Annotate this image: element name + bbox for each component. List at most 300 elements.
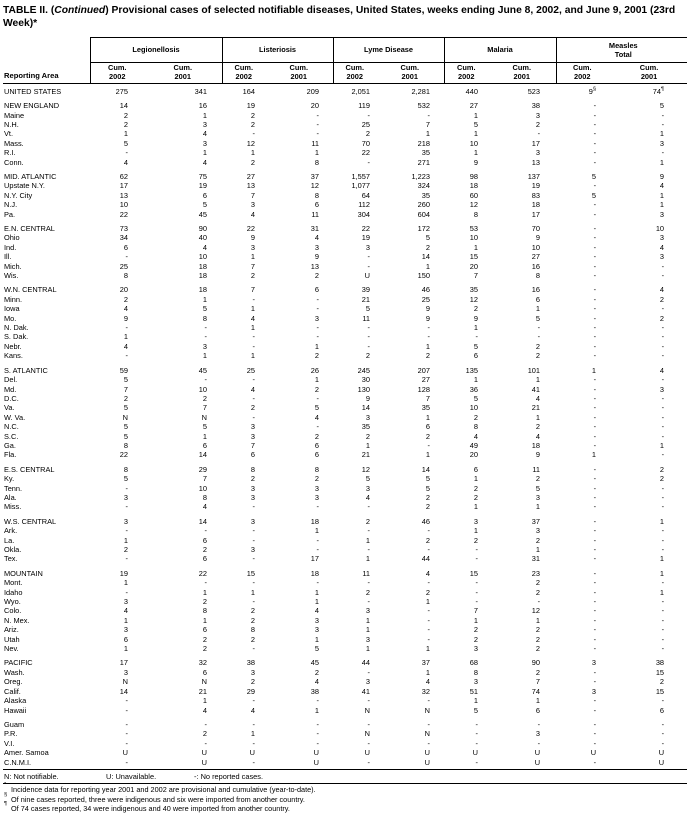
value-cell: - <box>593 431 597 441</box>
value-cell: - <box>125 705 128 715</box>
area-cell: Md. <box>4 384 17 394</box>
value-cell: 1 <box>123 332 128 342</box>
area-cell: S.C. <box>4 431 19 441</box>
value-cell: 4 <box>202 502 208 512</box>
value-cell: - <box>125 252 128 262</box>
area-cell: N. Dak. <box>4 323 29 333</box>
year-label: 2001 <box>290 71 307 81</box>
area-cell: S. Dak. <box>4 332 29 342</box>
value-cell: - <box>593 285 597 295</box>
value-cell: 12 <box>469 294 479 304</box>
value-cell: N <box>122 677 128 687</box>
value-cell: 5 <box>659 101 665 111</box>
value-cell: - <box>593 209 597 219</box>
value-cell: 9 <box>365 393 371 403</box>
value-cell: - <box>427 634 431 644</box>
value-cell: - <box>593 554 597 564</box>
area-cell: Kans. <box>4 351 23 361</box>
value-cell: 341 <box>194 86 208 96</box>
value-cell: 128 <box>417 384 431 394</box>
value-cell: 1 <box>659 129 665 139</box>
value-cell: 4 <box>659 285 665 295</box>
value-cell: 5 <box>473 119 479 129</box>
value-cell: - <box>125 696 128 706</box>
value-cell: - <box>661 606 665 616</box>
table-row <box>3 332 687 341</box>
value-cell: - <box>661 615 665 625</box>
value-cell: 245 <box>357 365 371 375</box>
value-cell: 15 <box>469 568 479 578</box>
value-cell: 12 <box>310 181 320 191</box>
value-cell: - <box>661 341 665 351</box>
table-row <box>3 739 687 748</box>
value-cell: 4 <box>365 492 371 502</box>
value-cell: - <box>593 634 597 644</box>
value-cell: 3 <box>535 110 541 120</box>
table-title <box>3 5 679 31</box>
value-cell: 4 <box>314 233 320 243</box>
value-cell: - <box>593 323 597 333</box>
value-cell: 7 <box>250 440 256 450</box>
value-cell: 8 <box>123 440 128 450</box>
area-cell: UNITED STATES <box>4 86 62 96</box>
value-cell: - <box>661 323 665 333</box>
table-row <box>3 351 687 360</box>
value-cell: 5 <box>314 644 320 654</box>
value-cell: - <box>222 758 277 770</box>
value-cell: 27 <box>246 171 256 181</box>
value-cell: 3 <box>365 677 371 687</box>
value-cell: 22 <box>246 224 256 233</box>
value-cell: 5 <box>473 705 479 715</box>
value-cell: - <box>475 332 479 342</box>
group-header-malaria <box>444 37 556 62</box>
value-cell: 75 <box>198 171 208 181</box>
value-cell: 14 <box>361 403 371 413</box>
value-cell: 4 <box>250 209 256 219</box>
value-cell: 3 <box>123 597 128 607</box>
value-cell: - <box>252 129 256 139</box>
value-cell: 2 <box>123 110 128 120</box>
value-cell: 5 <box>123 422 128 432</box>
value-cell: 3 <box>591 658 597 668</box>
value-footnote-marker: § <box>592 86 597 93</box>
value-cell: 3 <box>250 516 256 526</box>
value-cell: 37 <box>421 658 431 668</box>
table-row <box>3 502 687 511</box>
value-cell: 2 <box>535 634 541 644</box>
value-cell: 304 <box>357 209 371 219</box>
value-cell: 8 <box>473 422 479 432</box>
value-cell: 2 <box>123 545 128 554</box>
value-cell: 1 <box>659 200 665 210</box>
cum-header-2001 <box>388 62 444 83</box>
table-row <box>3 554 687 563</box>
area-cell: Calif. <box>4 686 21 696</box>
value-cell: 21 <box>198 686 208 696</box>
value-cell: 7 <box>250 190 256 200</box>
table-row <box>3 295 687 304</box>
value-cell: - <box>593 705 597 715</box>
year-label: 2002 <box>346 71 363 81</box>
table-row <box>3 243 687 252</box>
value-cell: - <box>661 578 665 588</box>
value-cell: 14 <box>119 686 128 696</box>
value-cell: 2 <box>473 625 479 635</box>
area-cell: Mich. <box>4 261 22 271</box>
value-cell: 1 <box>250 587 256 597</box>
value-cell: 3 <box>123 667 128 677</box>
value-cell: 10 <box>531 242 541 252</box>
value-cell: 218 <box>417 138 431 148</box>
title-continued: Continued <box>54 5 106 16</box>
value-cell: 23 <box>531 568 541 578</box>
value-cell: 1 <box>123 615 128 625</box>
group-label: Listeriosis <box>259 45 296 55</box>
value-cell: - <box>125 719 128 729</box>
area-cell: Mass. <box>4 138 24 148</box>
value-cell: 2 <box>250 677 256 687</box>
value-cell: 70 <box>361 138 371 148</box>
year-label: 2001 <box>174 71 191 81</box>
value-cell: 3 <box>473 644 479 654</box>
value-cell: - <box>367 502 371 512</box>
value-cell: 16 <box>531 261 541 271</box>
area-cell: S. ATLANTIC <box>4 365 48 375</box>
table-row <box>3 120 687 129</box>
value-cell: - <box>661 422 665 432</box>
value-cell: - <box>661 526 665 536</box>
value-cell: 172 <box>417 224 431 233</box>
value-cell: - <box>252 719 256 729</box>
value-cell: 37 <box>310 171 320 181</box>
value-cell: 1 <box>314 634 320 644</box>
value-cell: - <box>475 738 479 748</box>
value-cell: 27 <box>531 252 541 262</box>
value-cell: U <box>628 758 687 770</box>
value-cell: 4 <box>535 431 541 441</box>
table-row <box>3 706 687 715</box>
value-cell: 8 <box>535 271 541 281</box>
area-cell: D.C. <box>4 393 19 403</box>
value-cell: 13 <box>531 157 541 167</box>
value-cell: 9 <box>123 313 128 323</box>
group-label: Malaria <box>487 45 513 55</box>
value-cell: U <box>472 748 479 758</box>
value-cell: - <box>427 110 431 120</box>
area-cell: Iowa <box>4 304 20 314</box>
value-cell: - <box>475 597 479 607</box>
value-cell: 6 <box>202 440 208 450</box>
table-row <box>3 361 687 375</box>
value-cell: 27 <box>421 375 431 385</box>
value-cell: - <box>661 483 665 493</box>
value-cell: 3 <box>473 516 479 526</box>
value-cell: 62 <box>119 171 128 181</box>
legend-unavailable: U: Unavailable. <box>106 771 157 781</box>
value-cell: 5 <box>365 304 371 314</box>
table-row <box>3 403 687 412</box>
value-cell: 3 <box>659 138 665 148</box>
value-cell: 2 <box>250 606 256 616</box>
area-cell: Ark. <box>4 526 18 536</box>
value-cell: 207 <box>417 365 431 375</box>
value-cell: 112 <box>358 200 371 210</box>
value-cell: N <box>201 412 208 422</box>
value-cell: N <box>201 677 208 687</box>
value-cell: 2 <box>425 351 431 361</box>
value-cell: - <box>427 606 431 616</box>
value-cell: 18 <box>310 516 320 526</box>
value-cell: 2 <box>365 516 371 526</box>
area-cell: V.I. <box>4 738 15 748</box>
value-cell: - <box>593 375 597 385</box>
value-cell: - <box>252 412 256 422</box>
value-cell: - <box>593 294 597 304</box>
legend-no-reported-cases: -: No reported cases. <box>194 771 264 781</box>
value-cell: - <box>593 719 597 729</box>
table-row <box>3 493 687 502</box>
value-cell: - <box>316 696 320 706</box>
value-cell: 1 <box>425 644 431 654</box>
table-row <box>3 422 687 431</box>
value-cell: - <box>427 719 431 729</box>
value-cell: 5 <box>425 474 431 484</box>
value-cell: - <box>90 758 156 770</box>
value-cell: 7 <box>425 393 431 403</box>
value-cell: 32 <box>198 658 208 668</box>
value-cell: 1 <box>202 148 208 158</box>
value-cell: 3 <box>365 634 371 644</box>
value-cell: 17 <box>310 554 320 564</box>
value-cell: 12 <box>246 138 256 148</box>
value-cell: - <box>593 464 597 474</box>
value-cell: - <box>427 625 431 635</box>
value-cell: 90 <box>531 658 541 668</box>
value-cell: 1 <box>473 323 479 333</box>
value-cell: 46 <box>421 285 431 295</box>
value-cell: 5 <box>314 403 320 413</box>
value-cell: - <box>316 535 320 545</box>
area-cell: Maine <box>4 110 25 120</box>
value-footnote-marker: ¶ <box>661 86 665 93</box>
value-cell: 1 <box>473 242 479 252</box>
year-label: 2002 <box>109 71 126 81</box>
value-cell: 8 <box>123 271 128 281</box>
value-cell: 3 <box>659 384 665 394</box>
value-cell: - <box>316 729 320 739</box>
value-cell: 2 <box>425 431 431 441</box>
value-cell: 9 <box>535 233 541 243</box>
area-cell: C.N.M.I. <box>3 758 90 770</box>
value-cell: 2 <box>123 119 128 129</box>
value-cell: 1 <box>535 375 541 385</box>
value-cell: 35 <box>469 285 479 295</box>
value-cell: 209 <box>306 86 320 96</box>
value-cell: 41 <box>531 384 541 394</box>
value-cell: - <box>125 148 128 158</box>
area-cell: Okla. <box>4 545 22 554</box>
value-cell: - <box>316 719 320 729</box>
value-cell: 2 <box>535 587 541 597</box>
value-cell: N <box>364 729 371 739</box>
value-cell: 1 <box>425 412 431 422</box>
value-cell: - <box>661 261 665 271</box>
value-cell: - <box>427 440 431 450</box>
value-cell: - <box>125 483 128 493</box>
value-cell: 29 <box>198 464 208 474</box>
cum-label: Cum. <box>108 63 127 73</box>
value-cell: 32 <box>421 686 431 696</box>
value-cell: 3 <box>535 492 541 502</box>
value-cell: - <box>661 696 665 706</box>
table-row <box>3 545 687 554</box>
table-row <box>3 83 687 96</box>
table-row <box>3 200 687 209</box>
area-cell: N. Mex. <box>4 615 30 625</box>
value-cell: 2 <box>202 393 208 403</box>
value-cell: - <box>367 157 371 167</box>
value-cell: N <box>424 705 431 715</box>
cum-header-2002 <box>556 62 628 83</box>
value-cell: 39 <box>361 285 371 295</box>
value-cell: - <box>125 323 128 333</box>
value-cell: - <box>593 696 597 706</box>
value-cell: 3 <box>535 148 541 158</box>
value-cell: 4 <box>425 677 431 687</box>
value-cell: - <box>427 696 431 706</box>
value-cell: - <box>537 738 541 748</box>
value-cell: U <box>249 748 256 758</box>
area-cell: Ind. <box>4 242 17 252</box>
table-row <box>3 616 687 625</box>
value-cell: - <box>593 568 597 578</box>
value-cell: - <box>252 393 256 403</box>
area-cell: Ky. <box>4 474 15 484</box>
area-cell: Nebr. <box>4 341 22 351</box>
value-cell: - <box>593 440 597 450</box>
table-header <box>3 37 687 83</box>
value-cell: 1 <box>365 535 371 545</box>
value-cell: 17 <box>119 181 128 191</box>
value-cell: - <box>252 738 256 748</box>
value-cell: 9 <box>425 304 431 314</box>
value-cell: 70 <box>531 224 541 233</box>
value-cell: 2 <box>425 242 431 252</box>
value-cell: 2 <box>425 492 431 502</box>
value-cell: 73 <box>119 224 128 233</box>
footnote-text: Of 74 cases reported, 34 were indigenous and 40 were imported from another country. <box>11 804 290 814</box>
value-cell: 3 <box>314 615 320 625</box>
value-cell: 10 <box>469 138 479 148</box>
value-cell: - <box>593 157 597 167</box>
table-row <box>3 167 687 181</box>
value-cell: 9 <box>535 450 541 460</box>
table-row <box>3 635 687 644</box>
value-cell: 1 <box>202 351 208 361</box>
value-cell: 3 <box>473 677 479 687</box>
value-cell: 6 <box>202 535 208 545</box>
value-cell: 4 <box>473 431 479 441</box>
value-cell: - <box>367 252 371 262</box>
value-cell: - <box>593 492 597 502</box>
table-row <box>3 578 687 587</box>
value-cell: - <box>252 294 256 304</box>
table-row <box>3 375 687 384</box>
value-cell: 3 <box>123 492 128 502</box>
value-cell: - <box>661 431 665 441</box>
value-cell: 45 <box>198 365 208 375</box>
value-cell: 7 <box>425 119 431 129</box>
value-cell: 8 <box>473 667 479 677</box>
value-cell: - <box>661 351 665 361</box>
area-cell: MOUNTAIN <box>4 568 43 578</box>
value-cell: 17 <box>531 209 541 219</box>
value-cell: 1 <box>425 261 431 271</box>
title-prefix: TABLE II. ( <box>3 5 55 16</box>
value-cell: 12 <box>361 464 371 474</box>
value-cell: - <box>316 332 320 342</box>
footnote-asterisk: * Incidence data for reporting year 2001 and 2002 are provisional and cumulative (year-to-date). <box>4 781 316 794</box>
value-cell: 38 <box>310 686 320 696</box>
value-cell: 14 <box>421 252 431 262</box>
value-cell: U <box>201 748 208 758</box>
value-cell: 5 <box>535 483 541 493</box>
area-cell: Oreg. <box>4 677 23 687</box>
value-cell: U <box>658 748 665 758</box>
value-cell: 1 <box>473 696 479 706</box>
area-cell: E.S. CENTRAL <box>4 464 55 474</box>
cum-header-2002 <box>90 62 156 83</box>
value-cell: 130 <box>357 384 371 394</box>
value-cell: 19 <box>119 568 128 578</box>
value-cell: 4 <box>202 242 208 252</box>
value-cell: 1 <box>365 440 371 450</box>
value-cell: 1 <box>123 535 128 545</box>
value-cell: 6 <box>123 634 128 644</box>
value-cell: 6 <box>535 294 541 304</box>
value-cell: 2 <box>250 157 256 167</box>
value-cell: 9 <box>425 313 431 323</box>
value-cell: U <box>156 758 222 770</box>
value-cell: 41 <box>361 686 371 696</box>
value-cell: - <box>367 597 371 607</box>
value-cell: 2 <box>123 393 128 403</box>
value-cell: - <box>367 667 371 677</box>
table-row <box>3 644 687 653</box>
value-cell: 6 <box>473 351 479 361</box>
value-cell: 5 <box>425 233 431 243</box>
value-cell: - <box>427 323 431 333</box>
value-cell: 2 <box>535 351 541 361</box>
value-cell: 1,077 <box>351 181 371 191</box>
value-cell: 4 <box>314 606 320 616</box>
value-cell: U <box>364 748 371 758</box>
value-cell: 3 <box>202 138 208 148</box>
value-cell: - <box>593 261 597 271</box>
value-cell: 1 <box>250 304 256 314</box>
value-cell: - <box>593 625 597 635</box>
group-label-line2: Total <box>614 49 632 59</box>
value-cell: 8 <box>202 492 208 502</box>
table-row <box>3 526 687 535</box>
value-cell: - <box>537 129 541 139</box>
value-cell: - <box>593 474 597 484</box>
value-cell: - <box>252 535 256 545</box>
value-cell: 1 <box>425 597 431 607</box>
cum-header-2002 <box>222 62 277 83</box>
table-row <box>3 512 687 526</box>
